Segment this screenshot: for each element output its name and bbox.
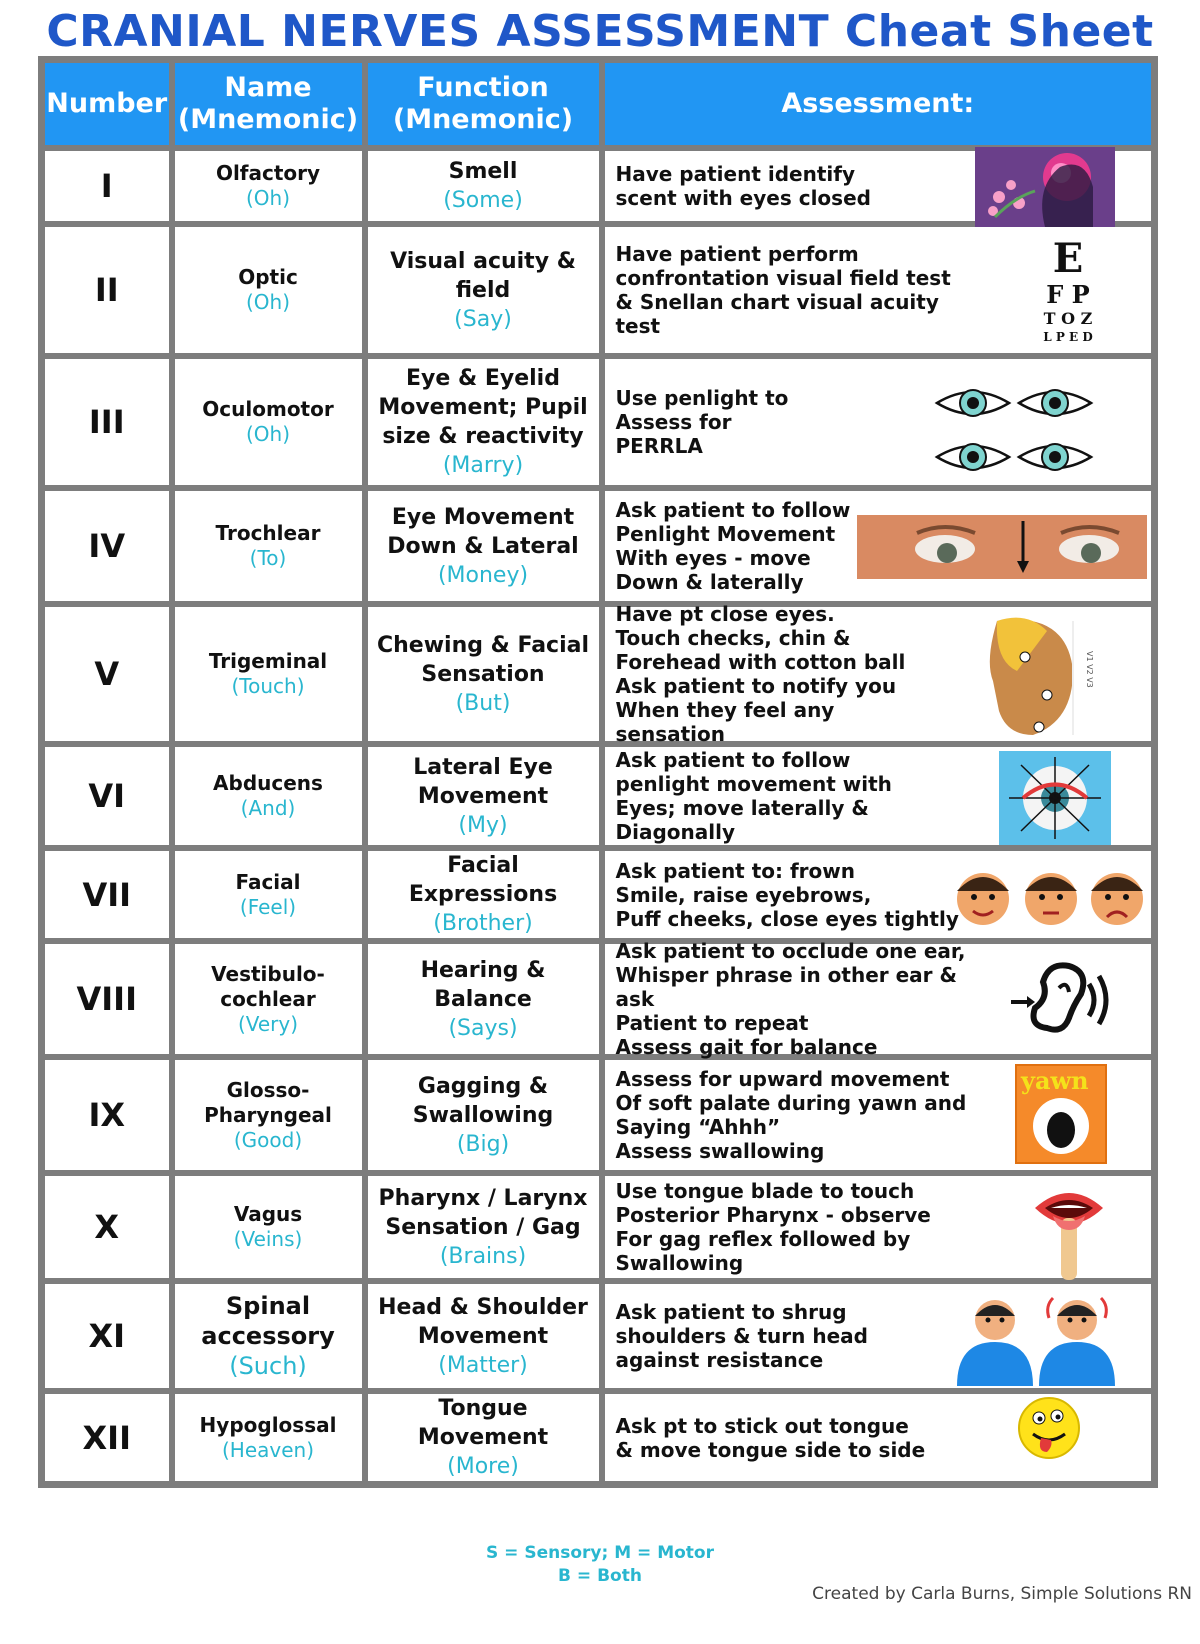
assessment-line: Have patient identify bbox=[615, 162, 855, 186]
assessment-text bbox=[616, 1179, 976, 1275]
assessment-line: Assess for bbox=[615, 410, 732, 434]
table-row bbox=[42, 1391, 1155, 1485]
nerve-name-cell bbox=[172, 744, 365, 848]
assessment-line: Use tongue blade to touch bbox=[615, 1179, 915, 1203]
nerve-number: IV bbox=[42, 488, 172, 604]
nerve-function-cell bbox=[365, 941, 602, 1057]
nerve-name-cell bbox=[172, 224, 365, 356]
snellen-chart-icon bbox=[1023, 237, 1113, 345]
nerve-function: Smell bbox=[448, 159, 518, 184]
assessment-line: For gag reflex followed by Swallowing bbox=[615, 1227, 911, 1275]
assessment-line: Assess gait for balance bbox=[615, 1035, 878, 1059]
nerve-function-cell bbox=[365, 488, 602, 604]
table-row bbox=[42, 604, 1155, 744]
nerve-function: Pharynx / Larynx Sensation / Gag bbox=[378, 1185, 588, 1240]
assessment-text bbox=[616, 602, 936, 746]
assessment-line: Touch checks, chin & bbox=[615, 626, 851, 650]
assessment-cell bbox=[602, 356, 1155, 488]
nerve-function: Head & Shoulder Movement bbox=[378, 1294, 588, 1349]
nerve-function: Visual acuity & field bbox=[390, 248, 576, 303]
ear-icon bbox=[1009, 958, 1113, 1046]
table-row bbox=[42, 1173, 1155, 1281]
snellen-line: F P bbox=[1046, 280, 1090, 309]
table-row bbox=[42, 148, 1155, 224]
nerve-function: Hearing & Balance bbox=[420, 957, 546, 1012]
nerve-name-mnemonic: (Veins) bbox=[233, 1227, 303, 1251]
nerve-name: Facial bbox=[235, 869, 301, 894]
nerve-name-mnemonic: (Such) bbox=[229, 1352, 307, 1380]
nerve-number: II bbox=[42, 224, 172, 356]
nerve-name-cell bbox=[172, 1173, 365, 1281]
nerve-name: Vagus bbox=[233, 1202, 303, 1226]
nerve-name-cell bbox=[172, 148, 365, 224]
assessment-cell bbox=[602, 604, 1155, 744]
nerve-name-mnemonic: (To) bbox=[249, 546, 287, 570]
assessment-line: Ask patient to follow bbox=[615, 748, 851, 772]
assessment-cell bbox=[602, 744, 1155, 848]
assessment-cell bbox=[602, 1281, 1155, 1391]
assessment-cell bbox=[602, 1173, 1155, 1281]
assessment-cell bbox=[602, 1391, 1155, 1485]
assessment-line: Ask patient to shrug bbox=[615, 1300, 847, 1324]
nerve-name-mnemonic: (Oh) bbox=[245, 186, 291, 210]
assessment-text bbox=[616, 748, 976, 844]
nerve-name-cell bbox=[172, 488, 365, 604]
nerve-function-cell bbox=[365, 356, 602, 488]
footnote-line: B = Both bbox=[558, 1566, 642, 1586]
nerve-name-mnemonic: (Touch) bbox=[231, 674, 305, 698]
nerve-function: Tongue Movement bbox=[417, 1396, 549, 1450]
assessment-line: Eyes; move laterally & Diagonally bbox=[615, 796, 869, 844]
nerve-function-cell bbox=[365, 848, 602, 941]
assessment-text bbox=[616, 386, 936, 458]
assessment-text bbox=[616, 1414, 936, 1462]
assessment-line: Assess for upward movement bbox=[615, 1067, 950, 1091]
table-row bbox=[42, 1057, 1155, 1173]
nerve-number: IX bbox=[42, 1057, 172, 1173]
nerve-function-mnemonic: (Say) bbox=[454, 306, 512, 332]
assessment-line: penlight movement with bbox=[615, 772, 892, 796]
nerve-number: XII bbox=[42, 1391, 172, 1485]
assessment-line: Forehead with cotton ball bbox=[615, 650, 906, 674]
assessment-text bbox=[616, 162, 936, 210]
nerve-function-mnemonic: (But) bbox=[455, 690, 511, 716]
nerve-name-mnemonic: (Oh) bbox=[245, 290, 291, 314]
nerve-name-cell bbox=[172, 1281, 365, 1391]
nerve-function-mnemonic: (More) bbox=[447, 1454, 519, 1479]
snellen-line: E bbox=[1052, 235, 1084, 282]
nerve-name: Glosso-Pharyngeal bbox=[204, 1077, 332, 1127]
assessment-line: Have pt close eyes. bbox=[615, 602, 835, 626]
assessment-line: Saying “Ahhh” bbox=[615, 1115, 781, 1139]
assessment-cell bbox=[602, 488, 1155, 604]
nerve-function-mnemonic: (Brains) bbox=[439, 1243, 527, 1269]
mouth-tongue-blade-icon bbox=[1031, 1178, 1107, 1286]
assessment-line: Ask patient to: frown bbox=[615, 858, 855, 883]
assessment-text bbox=[616, 1067, 976, 1163]
nerve-function-cell bbox=[365, 1173, 602, 1281]
nerve-function-cell bbox=[365, 744, 602, 848]
nerve-function-cell bbox=[365, 148, 602, 224]
assessment-line: When they feel any sensation bbox=[615, 698, 835, 746]
table-row bbox=[42, 488, 1155, 604]
nerve-function-mnemonic: (Matter) bbox=[438, 1352, 528, 1378]
assessment-line: With eyes - move bbox=[615, 546, 811, 570]
nerve-name-cell bbox=[172, 604, 365, 744]
assessment-line: Ask patient to notify you bbox=[615, 674, 897, 698]
assessment-line: Down & laterally bbox=[615, 570, 804, 594]
faces-icon bbox=[953, 863, 1147, 937]
nerve-name: Spinal accessory bbox=[201, 1292, 335, 1350]
nerve-function: Facial Expressions bbox=[408, 853, 558, 907]
assessment-line: scent with eyes closed bbox=[615, 186, 871, 210]
shrug-people-icon bbox=[953, 1288, 1123, 1392]
nerve-function-mnemonic: (Brother) bbox=[433, 911, 533, 936]
nerve-name: Abducens bbox=[213, 771, 323, 795]
nerve-name-cell bbox=[172, 848, 365, 941]
nerve-name: Olfactory bbox=[215, 161, 321, 185]
assessment-text bbox=[616, 1300, 936, 1372]
assessment-cell bbox=[602, 1057, 1155, 1173]
nerve-function-mnemonic: (Money) bbox=[437, 562, 529, 588]
eyes-down-photo bbox=[857, 515, 1147, 583]
assessment-line: Ask patient to occlude one ear, bbox=[615, 939, 966, 963]
nerve-function-mnemonic: (Marry) bbox=[442, 453, 524, 478]
nerve-name: Oculomotor bbox=[202, 397, 334, 421]
assessment-line: Smile, raise eyebrows, bbox=[615, 882, 872, 907]
snellen-line: T O Z bbox=[1043, 309, 1093, 328]
assessment-text bbox=[616, 242, 976, 338]
nerve-function: Gagging & Swallowing bbox=[412, 1073, 554, 1128]
nerve-number: III bbox=[42, 356, 172, 488]
footnote bbox=[0, 1542, 1200, 1588]
face-profile-icon bbox=[977, 611, 1107, 743]
nerve-function-mnemonic: (My) bbox=[458, 812, 508, 838]
nerve-function-mnemonic: (Some) bbox=[443, 188, 523, 213]
assessment-line: Assess swallowing bbox=[615, 1139, 825, 1163]
nerve-name: Vestibulo-cochlear bbox=[211, 961, 325, 1011]
assessment-line: Patient to repeat bbox=[615, 1011, 809, 1035]
assessment-line: Whisper phrase in other ear & ask bbox=[615, 963, 957, 1011]
nerve-number: VII bbox=[42, 848, 172, 941]
table-row bbox=[42, 941, 1155, 1057]
assessment-text bbox=[616, 859, 976, 931]
assessment-line: confrontation visual field test bbox=[615, 266, 951, 290]
nerve-name: Optic bbox=[238, 265, 298, 289]
nerve-function-cell bbox=[365, 1281, 602, 1391]
footnote-line: S = Sensory; M = Motor bbox=[486, 1543, 714, 1563]
table-row bbox=[42, 224, 1155, 356]
cranial-nerves-table bbox=[38, 56, 1158, 1488]
assessment-cell bbox=[602, 941, 1155, 1057]
yawn-icon bbox=[1015, 1064, 1107, 1164]
eye-directions-icon bbox=[999, 751, 1111, 849]
nerve-name-mnemonic: (And) bbox=[240, 796, 296, 820]
table-row bbox=[42, 848, 1155, 941]
assessment-line: Ask patient to follow bbox=[615, 498, 851, 522]
yawn-label: yawn bbox=[1021, 1066, 1089, 1095]
table-row bbox=[42, 744, 1155, 848]
nerve-function: Eye & Eyelid Movement; Pupil size & reactivity bbox=[378, 366, 588, 449]
nerve-name-cell bbox=[172, 941, 365, 1057]
eyes-icon bbox=[933, 379, 1103, 483]
assessment-line: against resistance bbox=[615, 1348, 824, 1372]
assessment-line: PERRLA bbox=[615, 434, 703, 458]
svg-text:V1 V2 V3: V1 V2 V3 bbox=[1085, 651, 1094, 688]
assessment-line: Use penlight to bbox=[615, 386, 789, 410]
nerve-name-mnemonic: (Oh) bbox=[245, 422, 291, 446]
table-row bbox=[42, 356, 1155, 488]
assessment-line: test bbox=[615, 314, 661, 338]
page-title: CRANIAL NERVES ASSESSMENT Cheat Sheet bbox=[46, 6, 1154, 57]
assessment-line: Penlight Movement bbox=[615, 522, 836, 546]
nerve-number: X bbox=[42, 1173, 172, 1281]
nerve-number: VIII bbox=[42, 941, 172, 1057]
nerve-number: V bbox=[42, 604, 172, 744]
snellen-line: L P E D bbox=[1043, 330, 1093, 344]
nerve-name: Trochlear bbox=[215, 521, 321, 545]
nerve-number: XI bbox=[42, 1281, 172, 1391]
assessment-line: Ask pt to stick out tongue bbox=[615, 1413, 909, 1438]
assessment-text bbox=[616, 939, 976, 1059]
brain-smell-icon bbox=[975, 147, 1115, 231]
tongue-smiley-icon bbox=[1017, 1396, 1081, 1464]
assessment-line: Posterior Pharynx - observe bbox=[615, 1203, 931, 1227]
nerve-function: Chewing & Facial Sensation bbox=[376, 632, 590, 687]
nerve-function-mnemonic: (Big) bbox=[456, 1131, 510, 1157]
assessment-line: Puff cheeks, close eyes tightly bbox=[615, 906, 959, 931]
nerve-function-mnemonic: (Says) bbox=[448, 1015, 518, 1041]
assessment-line: Of soft palate during yawn and bbox=[615, 1091, 967, 1115]
table-row bbox=[42, 1281, 1155, 1391]
nerve-name-cell bbox=[172, 1391, 365, 1485]
assessment-cell bbox=[602, 224, 1155, 356]
assessment-line: & Snellan chart visual acuity bbox=[615, 290, 939, 314]
nerve-name-mnemonic: (Good) bbox=[233, 1127, 303, 1152]
nerve-function: Lateral Eye Movement bbox=[413, 754, 553, 809]
nerve-function-cell bbox=[365, 604, 602, 744]
nerve-name-cell bbox=[172, 1057, 365, 1173]
assessment-line: & move tongue side to side bbox=[615, 1437, 926, 1462]
header-function: Function (Mnemonic) bbox=[365, 60, 602, 149]
assessment-cell bbox=[602, 848, 1155, 941]
nerve-name-cell bbox=[172, 356, 365, 488]
header-name: Name (Mnemonic) bbox=[172, 60, 365, 149]
nerve-number: VI bbox=[42, 744, 172, 848]
nerve-function-cell bbox=[365, 1391, 602, 1485]
nerve-number: I bbox=[42, 148, 172, 224]
nerve-name-mnemonic: (Very) bbox=[237, 1011, 299, 1036]
nerve-name: Trigeminal bbox=[208, 649, 328, 673]
assessment-cell bbox=[602, 148, 1155, 224]
nerve-function: Eye Movement Down & Lateral bbox=[387, 504, 579, 559]
nerve-name-mnemonic: (Heaven) bbox=[221, 1437, 315, 1462]
header-assessment: Assessment: bbox=[602, 60, 1155, 149]
nerve-function-cell bbox=[365, 224, 602, 356]
nerve-name: Hypoglossal bbox=[199, 1412, 337, 1437]
assessment-line: Have patient perform bbox=[615, 242, 859, 266]
nerve-function-cell bbox=[365, 1057, 602, 1173]
header-number: Number bbox=[42, 60, 172, 149]
assessment-line: shoulders & turn head bbox=[615, 1324, 868, 1348]
nerve-name-mnemonic: (Feel) bbox=[239, 894, 297, 919]
credit: Created by Carla Burns, Simple Solutions RN bbox=[812, 1584, 1192, 1604]
